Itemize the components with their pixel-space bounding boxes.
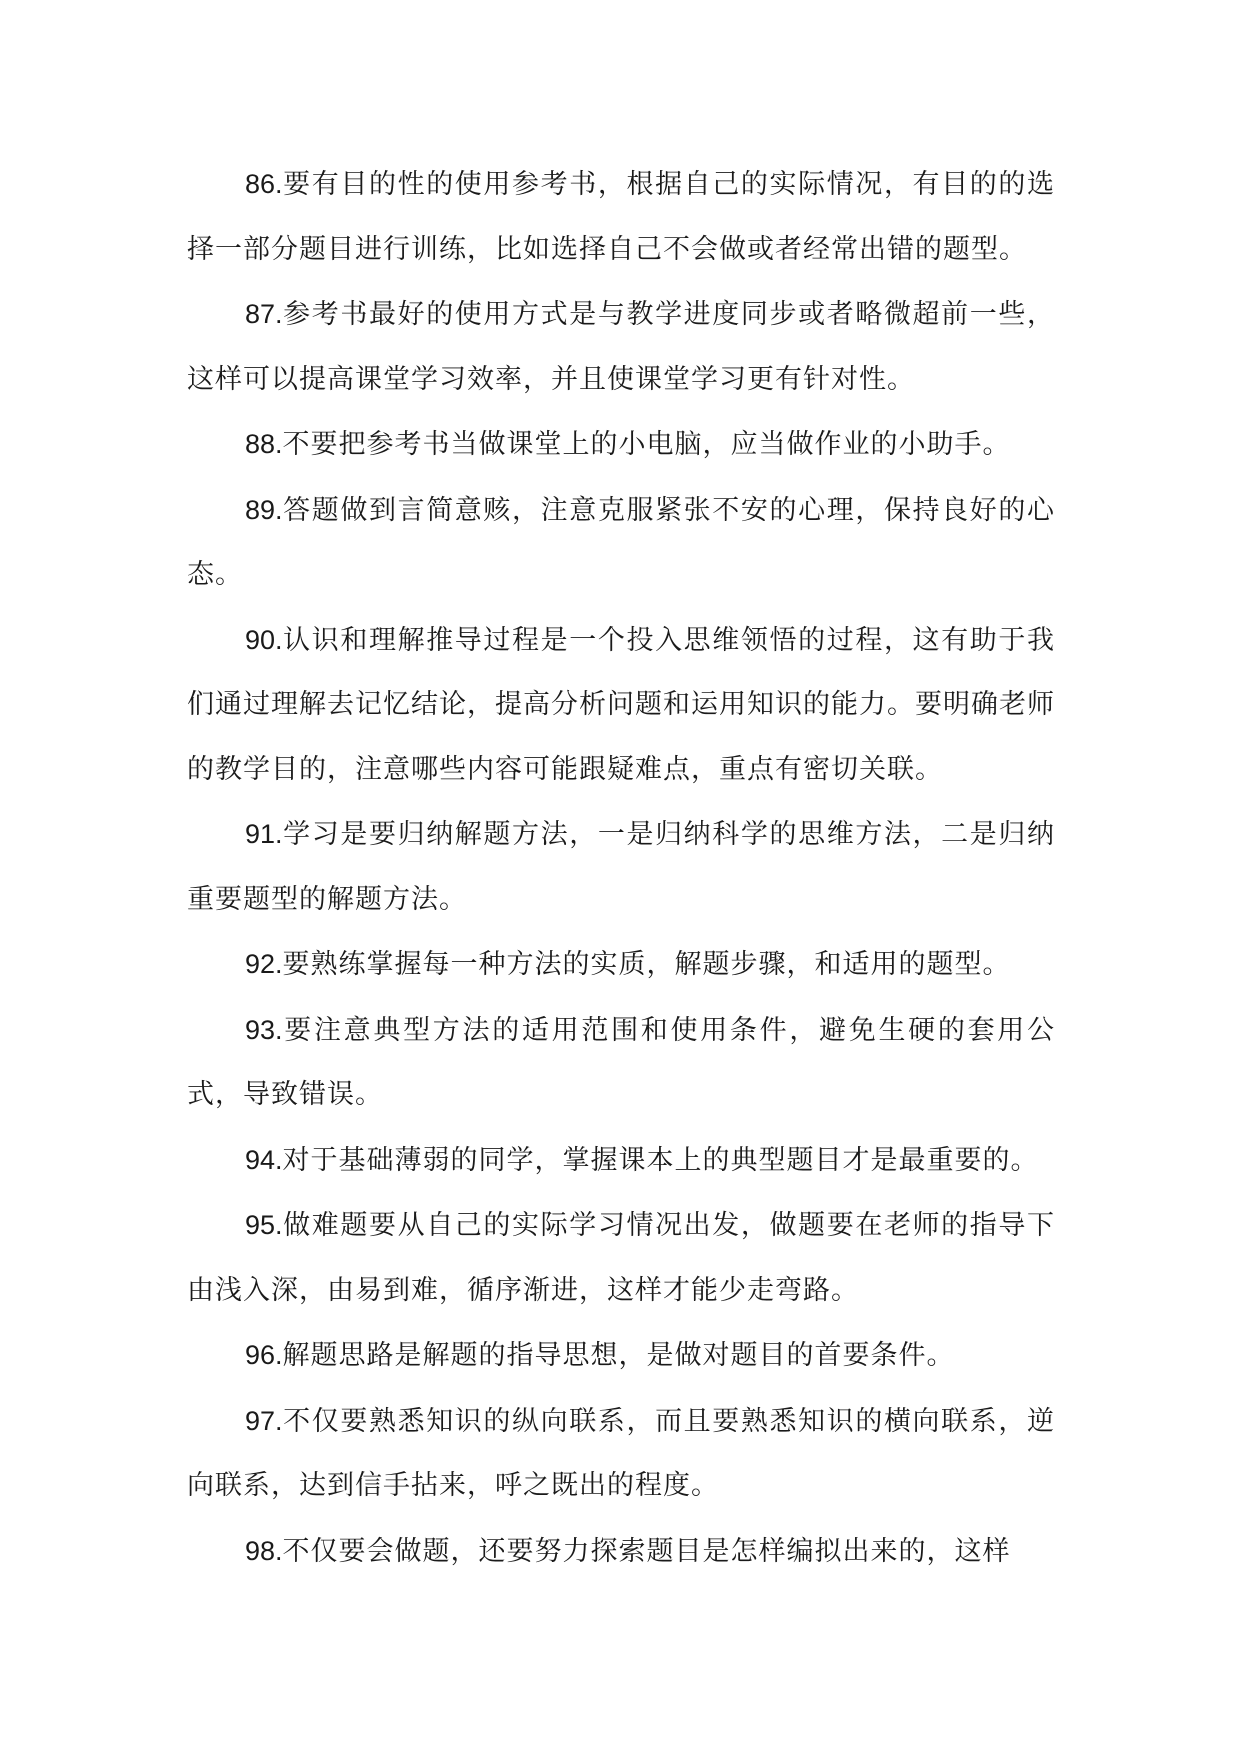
paragraph-number: 98. xyxy=(245,1535,283,1566)
paragraph-text: 要注意典型方法的适用范围和使用条件，避免生硬的套用公式，导致错误。 xyxy=(187,1014,1055,1110)
paragraph-94 xyxy=(187,1128,1055,1194)
paragraph-number: 94. xyxy=(245,1144,283,1175)
paragraph-88 xyxy=(187,412,1055,478)
paragraph-95 xyxy=(187,1193,1055,1323)
paragraph-number: 90. xyxy=(245,624,283,655)
paragraph-text: 对于基础薄弱的同学，掌握课本上的典型题目才是最重要的。 xyxy=(282,1144,1039,1176)
document-body xyxy=(187,152,1055,1584)
paragraph-number: 89. xyxy=(245,494,283,525)
paragraph-text: 要有目的性的使用参考书，根据自己的实际情况，有目的的选择一部分题目进行训练，比如选择自己不会做或者经常出错的题型。 xyxy=(187,169,1055,265)
paragraph-text: 认识和理解推导过程是一个投入思维领悟的过程，这有助于我们通过理解去记忆结论，提高分析问题和运用知识的能力。要明确老师的教学目的，注意哪些内容可能跟疑难点，重点有密切关联。 xyxy=(187,624,1055,785)
paragraph-number: 86. xyxy=(245,169,283,199)
paragraph-text: 不仅要熟悉知识的纵向联系，而且要熟悉知识的横向联系，逆向联系，达到信手拈来，呼之既出的程度。 xyxy=(187,1405,1055,1501)
paragraph-text: 不要把参考书当做课堂上的小电脑，应当做作业的小助手。 xyxy=(282,429,1011,460)
paragraph-number: 88. xyxy=(245,429,283,459)
paragraph-number: 91. xyxy=(245,819,283,849)
paragraph-92 xyxy=(187,932,1055,998)
paragraph-91 xyxy=(187,802,1055,932)
paragraph-text: 不仅要会做题，还要努力探索题目是怎样编拟出来的，这样 xyxy=(282,1535,1011,1567)
paragraph-87 xyxy=(187,282,1055,412)
paragraph-98 xyxy=(187,1519,1055,1585)
paragraph-text: 参考书最好的使用方式是与教学进度同步或者略微超前一些，这样可以提高课堂学习效率，并且使课堂学习更有针对性。 xyxy=(187,299,1055,395)
paragraph-number: 96. xyxy=(245,1340,283,1370)
paragraph-text: 要熟练掌握每一种方法的实质，解题步骤，和适用的题型。 xyxy=(282,949,1011,980)
paragraph-text: 答题做到言简意赅，注意克服紧张不安的心理，保持良好的心态。 xyxy=(187,494,1055,590)
paragraph-number: 93. xyxy=(245,1014,283,1045)
paragraph-90 xyxy=(187,608,1055,803)
paragraph-96 xyxy=(187,1323,1055,1389)
paragraph-text: 做难题要从自己的实际学习情况出发，做题要在老师的指导下由浅入深，由易到难，循序渐进，这样才能少走弯路。 xyxy=(187,1210,1055,1306)
paragraph-89 xyxy=(187,478,1055,608)
paragraph-text: 解题思路是解题的指导思想，是做对题目的首要条件。 xyxy=(282,1340,955,1371)
paragraph-number: 97. xyxy=(245,1405,283,1436)
paragraph-93 xyxy=(187,998,1055,1128)
paragraph-97 xyxy=(187,1389,1055,1519)
paragraph-number: 87. xyxy=(245,299,283,329)
paragraph-number: 92. xyxy=(245,949,283,979)
paragraph-number: 95. xyxy=(245,1210,283,1240)
paragraph-86 xyxy=(187,152,1055,282)
paragraph-text: 学习是要归纳解题方法，一是归纳科学的思维方法，二是归纳重要题型的解题方法。 xyxy=(187,819,1055,915)
